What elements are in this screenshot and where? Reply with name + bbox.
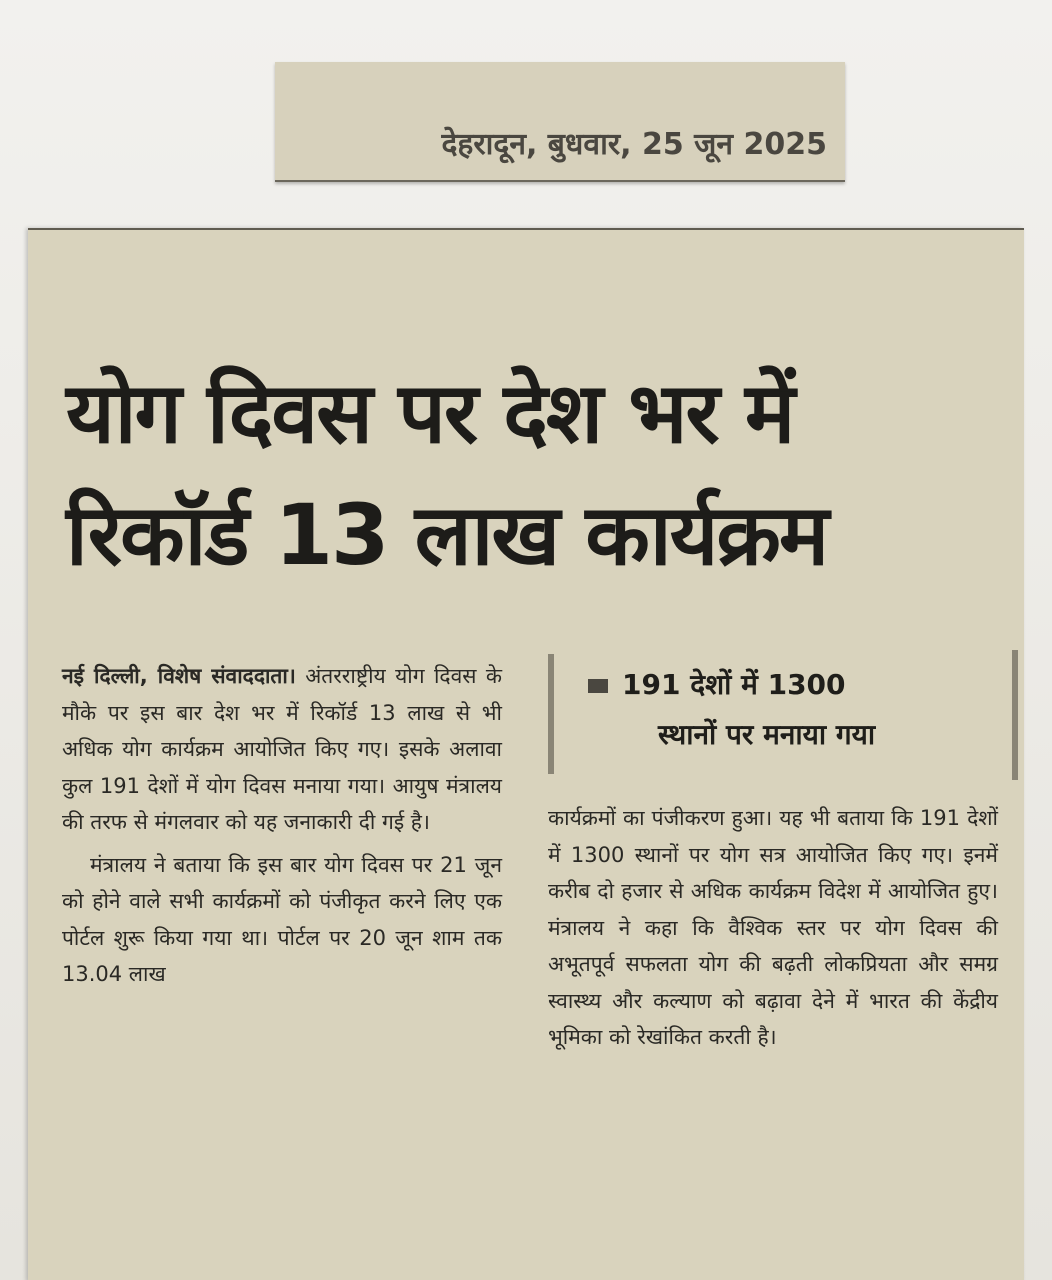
byline: नई दिल्ली, विशेष संवाददाता। <box>62 664 296 688</box>
headline <box>66 352 996 596</box>
left-paragraph-1-text: अंतरराष्ट्रीय योग दिवस के मौके पर इस बार देश भर में रिकॉर्ड 13 लाख से भी अधिक योग कार्यक्रम आयोजित किए गए। इसके अलावा कुल 191 देशों में योग दिवस मनाया गया। आयुष मंत्रालय की तरफ से मंगलवार को यह जनाकारी दी गई है। <box>62 664 502 834</box>
article-clipping <box>28 228 1024 1280</box>
dateline: देहरादून, बुधवार, 25 जून 2025 <box>441 127 827 162</box>
left-paragraph-2: मंत्रालय ने बताया कि इस बार योग दिवस पर 21 जून को होने वाले सभी कार्यक्रमों को पंजीकृत करने लिए एक पोर्टल शुरू किया गया था। पोर्टल पर 20 जून शाम तक 13.04 लाख <box>62 852 502 986</box>
subhead-line-2: स्थानों पर मनाया गया <box>658 718 876 751</box>
subhead-line-1: 191 देशों में 1300 <box>622 668 846 701</box>
subheading <box>588 660 988 760</box>
left-column <box>62 658 502 993</box>
headline-line-2: रिकॉर्ड 13 लाख कार्यक्रम <box>66 486 828 584</box>
subhead-bullet-icon <box>588 679 608 693</box>
right-paragraph: कार्यक्रमों का पंजीकरण हुआ। यह भी बताया कि 191 देशों में 1300 स्थानों पर योग सत्र आयोजित किए गए। इनमें करीब दो हजार से अधिक कार्यक्रम विदेश में आयोजित हुए। मंत्रालय ने कहा कि वैश्विक स्तर पर योग दिवस की अभूतपूर्व सफलता योग की बढ़ती लोकप्रियता और समग्र स्वास्थ्य और कल्याण को बढ़ावा देने में भारत की केंद्रीय भूमिका को रेखांकित करती है। <box>548 806 998 1049</box>
subhead-rule-left <box>548 654 554 774</box>
dateline-clipping <box>275 62 845 182</box>
headline-line-1: योग दिवस पर देश भर में <box>66 364 794 462</box>
left-paragraph-1 <box>62 658 502 841</box>
subhead-rule-right <box>1012 650 1018 780</box>
